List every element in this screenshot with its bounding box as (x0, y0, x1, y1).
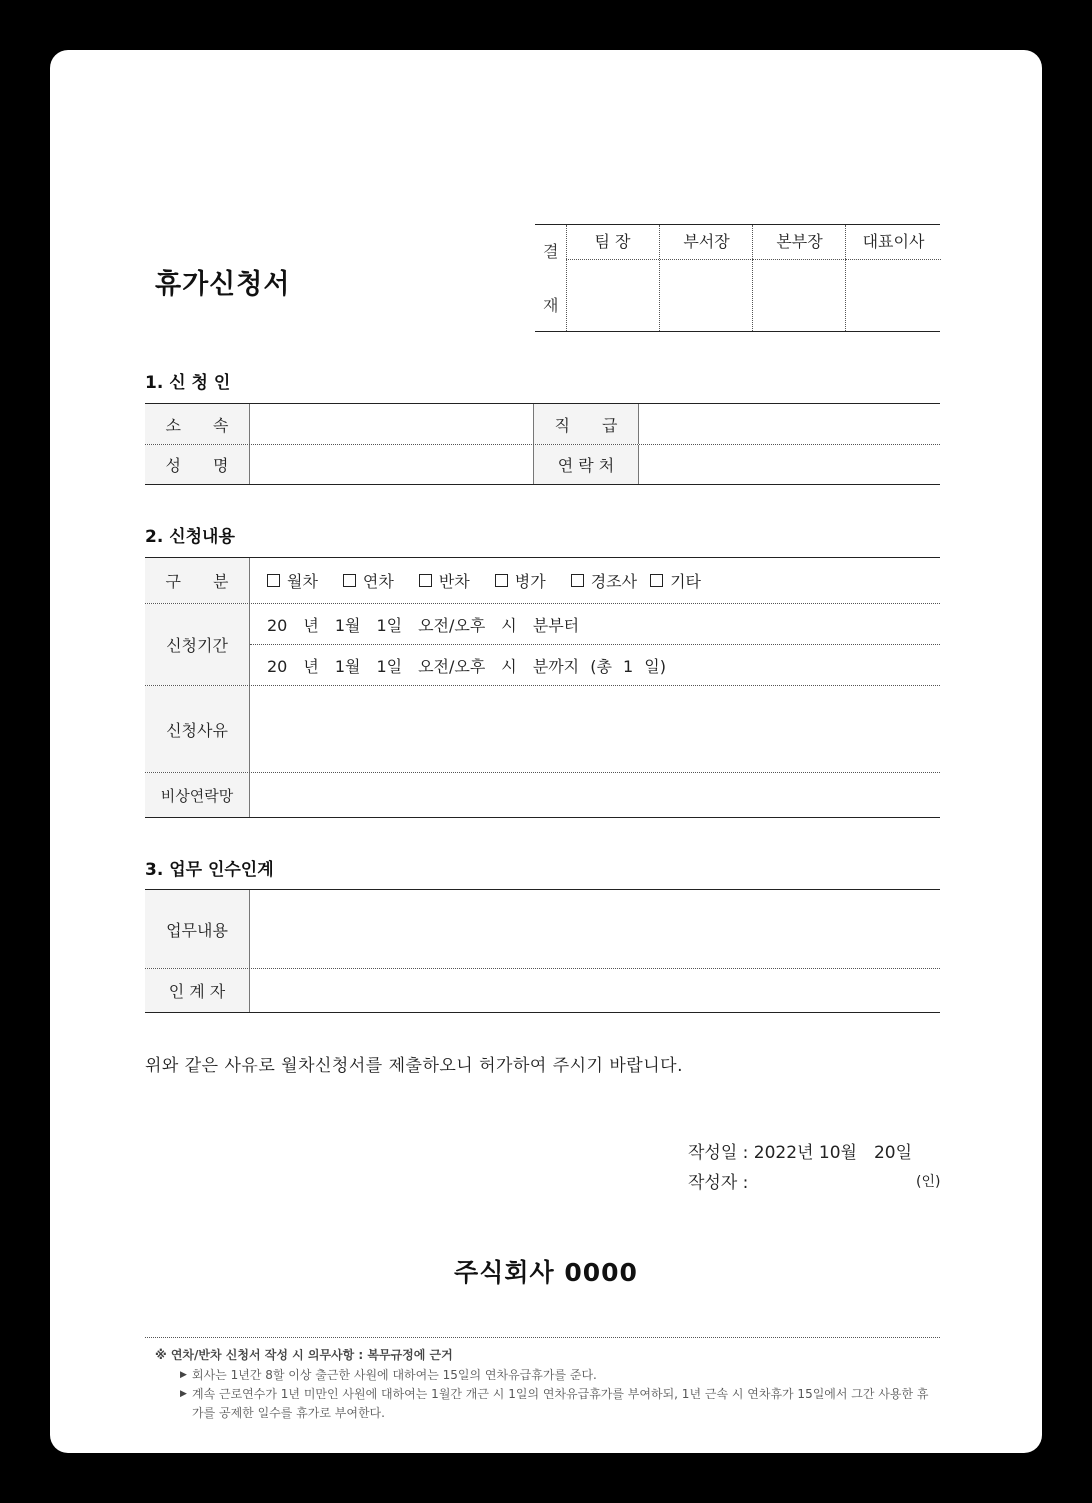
option-label: 연차 (362, 572, 394, 591)
notes-item-text: 계속 근로연수가 1년 미만인 사원에 대하여는 1월간 개근 시 1일의 연차유급휴가를 부여하되, 1년 근속 시 연차휴가 15일에서 그간 사용한 휴가를 공제한 일수를 휴가로 부여한다. (192, 1387, 929, 1420)
approval-header: 본부장 (753, 225, 846, 260)
table-row (145, 604, 940, 686)
period-to[interactable]: 20 년 1월 1일 오전/오후 시 분까지 (총 1 일) (267, 656, 666, 676)
option-label: 월차 (287, 572, 318, 591)
approval-label-bottom: 재 (543, 296, 559, 315)
document-page (50, 50, 1042, 1453)
category-label: 구 분 (145, 558, 250, 603)
writer-line: 작성자 : (688, 1173, 749, 1193)
contact-field[interactable] (638, 445, 940, 484)
checkbox[interactable] (495, 574, 508, 587)
option-label: 경조사 (590, 572, 638, 591)
request-table (145, 557, 940, 818)
section-handover-heading: 3. 업무 인수인계 (145, 860, 274, 880)
affiliation-label: 소 속 (145, 404, 250, 444)
document-title: 휴가신청서 (155, 269, 291, 300)
name-label: 성 명 (145, 445, 250, 484)
option-half-day[interactable] (419, 569, 470, 592)
handover-table (145, 889, 940, 1013)
rank-label: 직 급 (533, 404, 639, 444)
table-row (145, 404, 940, 445)
period-label: 신청기간 (145, 604, 250, 685)
checkbox[interactable] (343, 574, 356, 587)
table-row (145, 445, 940, 484)
notes-box (145, 1337, 940, 1423)
option-monthly[interactable] (267, 569, 318, 592)
table-row (145, 558, 940, 604)
handover-person-field[interactable] (250, 969, 940, 1012)
option-annual[interactable] (343, 569, 394, 592)
notes-heading: ※ 연차/반차 신청서 작성 시 의무사항 : 복무규정에 근거 (155, 1348, 453, 1362)
category-options (250, 558, 940, 603)
work-content-label: 업무내용 (145, 890, 250, 968)
reason-label: 신청사유 (145, 686, 250, 772)
affiliation-field[interactable] (250, 404, 533, 444)
option-sick[interactable] (495, 569, 546, 592)
notes-item-text: 회사는 1년간 8할 이상 출근한 사원에 대하여는 15일의 연차유급휴가를 준다. (192, 1368, 597, 1382)
checkbox[interactable] (267, 574, 280, 587)
approval-header: 부서장 (660, 225, 753, 260)
notes-item (145, 1385, 940, 1423)
bullet-triangle-icon: ▶ (180, 1389, 187, 1399)
approval-label-top: 결 (543, 242, 559, 261)
checkbox[interactable] (571, 574, 584, 587)
approval-column-ceo (845, 225, 941, 331)
bullet-triangle-icon: ▶ (180, 1370, 187, 1380)
approval-header: 팀 장 (566, 225, 659, 260)
option-label: 병가 (514, 572, 546, 591)
option-family-event[interactable] (571, 569, 637, 592)
checkbox[interactable] (419, 574, 432, 587)
approval-box (535, 224, 940, 332)
option-label: 반차 (438, 572, 470, 591)
approval-column-dept-head (659, 225, 753, 331)
table-row (145, 969, 940, 1012)
period-from[interactable]: 20 년 1월 1일 오전/오후 시 분부터 (250, 604, 940, 645)
checkbox[interactable] (650, 574, 663, 587)
approval-header: 대표이사 (846, 225, 941, 260)
rank-field[interactable] (638, 404, 940, 444)
table-row (145, 890, 940, 969)
approval-column-team-leader (566, 225, 659, 331)
section-applicant-heading: 1. 신 청 인 (145, 373, 231, 393)
handover-person-label: 인 계 자 (145, 969, 250, 1012)
reason-field[interactable] (250, 686, 940, 772)
section-request-heading: 2. 신청내용 (145, 527, 235, 547)
applicant-table (145, 403, 940, 485)
written-date: 작성일 : 2022년 10월 20일 (688, 1143, 912, 1163)
approval-column-division-head (752, 225, 846, 331)
emergency-contact-field[interactable] (250, 773, 940, 817)
table-row (145, 773, 940, 817)
option-other[interactable] (650, 569, 701, 592)
contact-label: 연 락 처 (533, 445, 639, 484)
work-content-field[interactable] (250, 890, 940, 968)
name-field[interactable] (250, 445, 533, 484)
option-label: 기타 (670, 572, 701, 591)
request-statement: 위와 같은 사유로 월차신청서를 제출하오니 허가하여 주시기 바랍니다. (145, 1056, 683, 1076)
notes-item (145, 1366, 940, 1385)
seal-mark: (인) (916, 1174, 941, 1190)
table-row (145, 686, 940, 773)
emergency-contact-label: 비상연락망 (145, 773, 250, 817)
approval-label (535, 225, 567, 331)
company-name: 주식회사 0000 (454, 1258, 638, 1287)
